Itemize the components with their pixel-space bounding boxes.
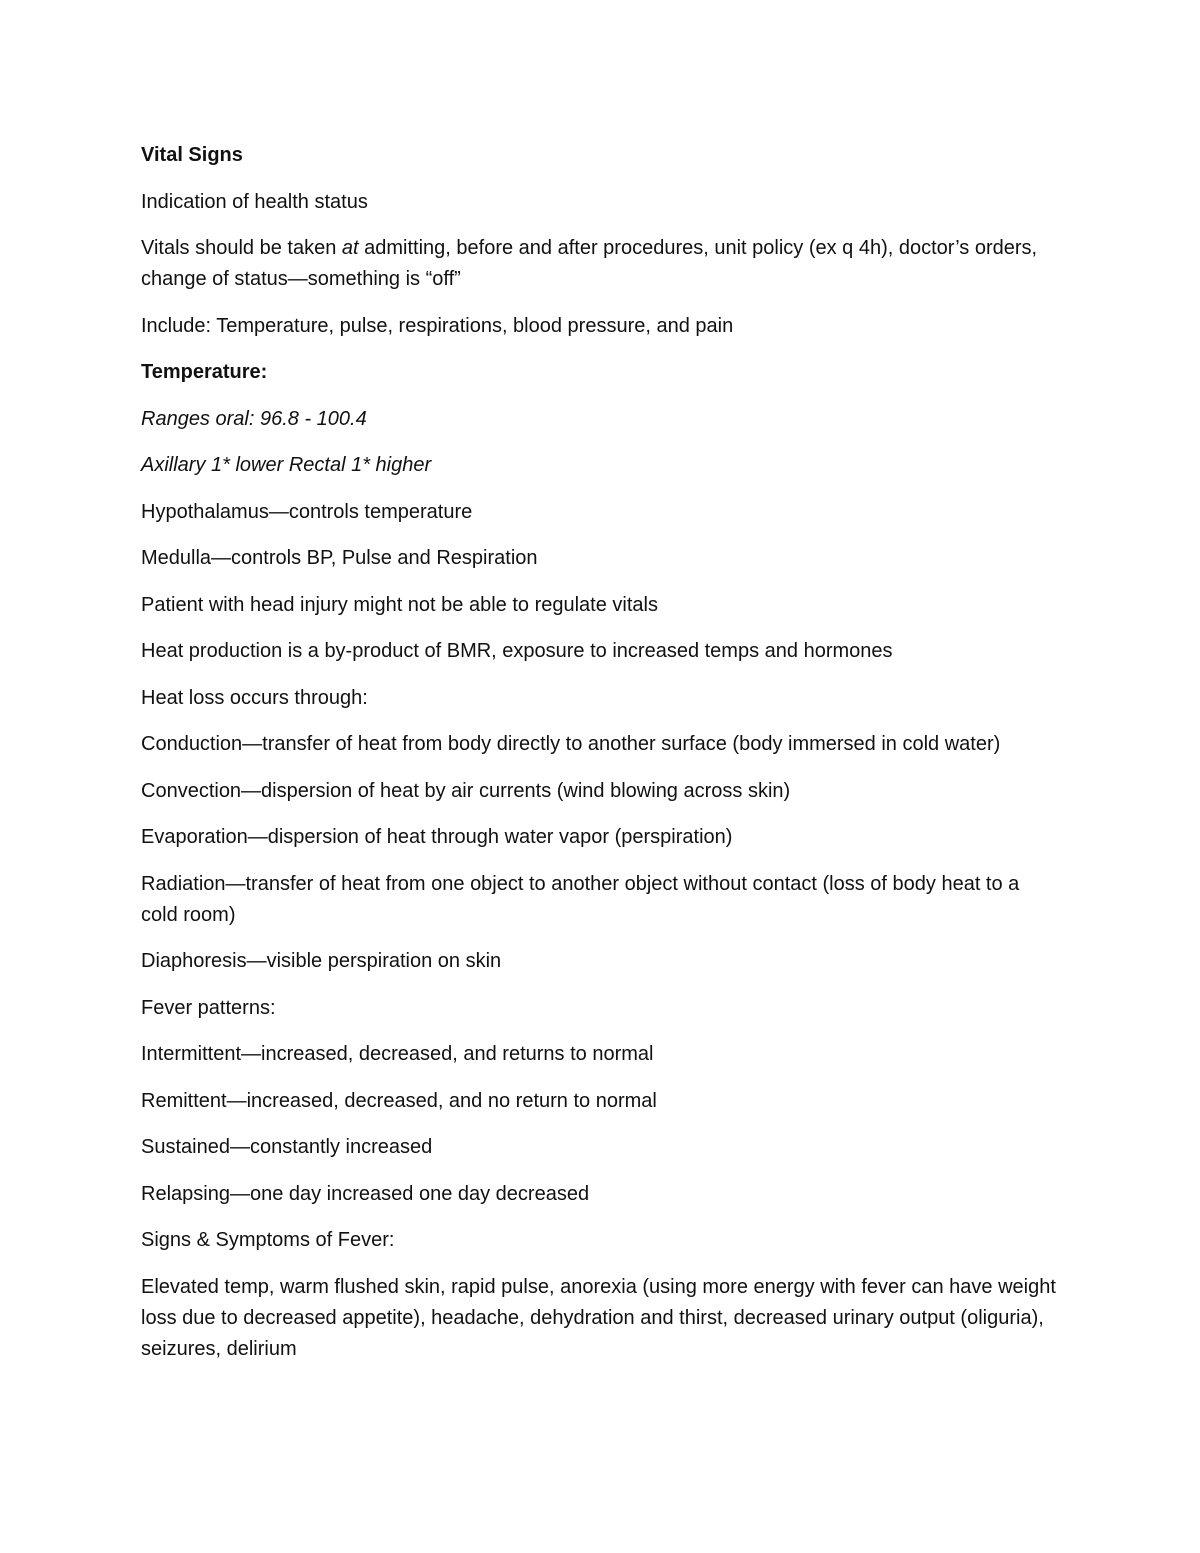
paragraph-radiation: Radiation—transfer of heat from one object to another object without contact (loss of body heat to a cold room) [141, 872, 1020, 926]
paragraph-intermittent: Intermittent—increased, decreased, and returns to normal [141, 1043, 654, 1065]
paragraph-hypothalamus: Hypothalamus—controls temperature [141, 500, 473, 523]
document-title: Vital Signs [141, 144, 243, 166]
paragraph-relapsing: Relapsing—one day increased one day decreased [141, 1182, 590, 1205]
section-heading-temperature: Temperature: [141, 361, 268, 383]
paragraph-remittent: Remittent—increased, decreased, and no return to normal [141, 1089, 657, 1112]
paragraph-oral-range: Ranges oral: 96.8 - 100.4 [141, 407, 367, 430]
paragraph-axillary-rectal: Axillary 1* lower Rectal 1* higher [141, 454, 432, 476]
paragraph-diaphoresis: Diaphoresis—visible perspiration on skin [141, 950, 502, 972]
text-segment: Vitals should be taken [141, 237, 342, 259]
paragraph-evaporation: Evaporation—dispersion of heat through water vapor (perspiration) [141, 826, 733, 848]
paragraph-health-status: Indication of health status [141, 190, 368, 213]
paragraph-convection: Convection—dispersion of heat by air currents (wind blowing across skin) [141, 779, 791, 802]
paragraph-heat-loss: Heat loss occurs through: [141, 686, 368, 709]
paragraph-signs-symptoms: Signs & Symptoms of Fever: [141, 1229, 395, 1251]
text-segment: admitting, before and after procedures, unit policy (ex q 4h), doctor’s orders, change of status—something is “off” [141, 237, 1038, 290]
paragraph-fever-patterns: Fever patterns: [141, 996, 276, 1019]
emphasis-text: at [341, 237, 359, 259]
paragraph-include: Include: Temperature, pulse, respirations, blood pressure, and pain [141, 314, 734, 337]
paragraph-head-injury: Patient with head injury might not be able to regulate vitals [141, 593, 658, 616]
paragraph-sustained: Sustained—constantly increased [141, 1136, 433, 1158]
paragraph-conduction: Conduction—transfer of heat from body directly to another surface (body immersed in cold water) [141, 733, 1001, 755]
paragraph-medulla: Medulla—controls BP, Pulse and Respiration [141, 547, 538, 569]
paragraph-when-to-take-vitals [141, 233, 1061, 295]
document-page [141, 140, 1061, 1380]
paragraph-fever-signs-list: Elevated temp, warm flushed skin, rapid pulse, anorexia (using more energy with fever can have weight loss due to decreased appetite), headache, dehydration and thirst, decreased urinary output (oliguria), seizures, delirium [141, 1275, 1056, 1360]
paragraph-heat-production: Heat production is a by-product of BMR, exposure to increased temps and hormones [141, 640, 893, 662]
